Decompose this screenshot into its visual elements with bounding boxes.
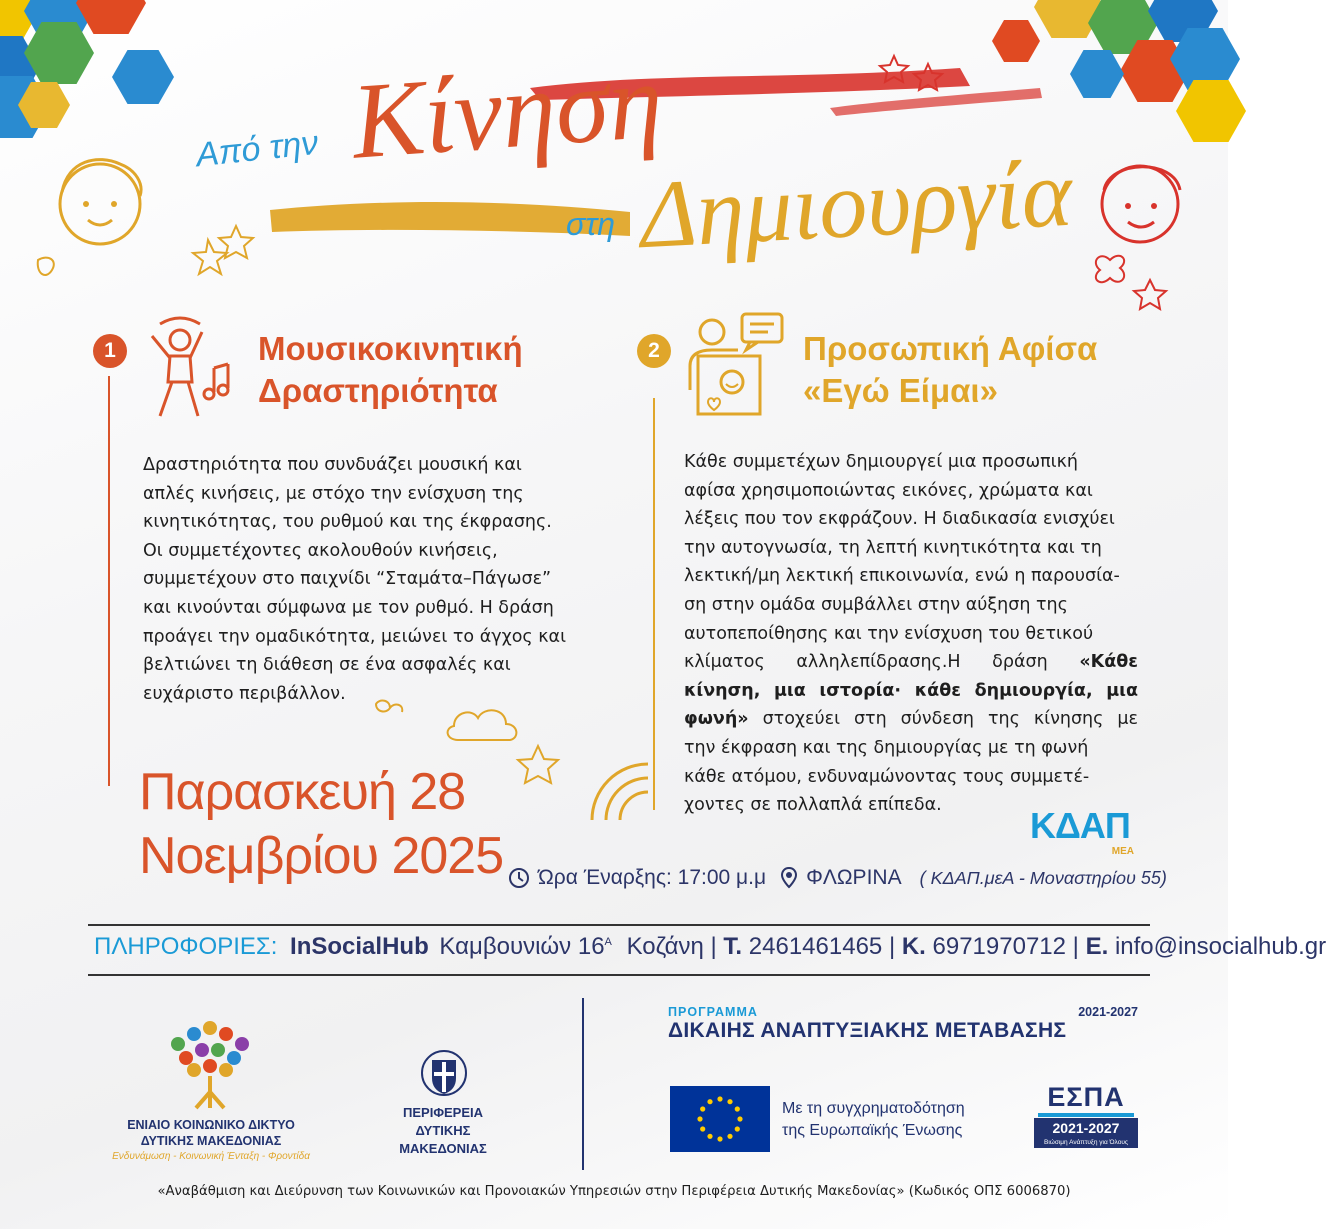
child-doodle-left-icon: [28, 140, 198, 340]
info-bar-bottom-rule: [88, 974, 1150, 976]
eu-text-line2: της Ευρωπαϊκής Ένωσης: [782, 1122, 963, 1139]
espa-name: ΕΣΠΑ: [1047, 1082, 1125, 1112]
poster-person-icon: [682, 310, 788, 420]
espa-tagline: Βιώσιμη Ανάπτυξη για Όλους: [1034, 1138, 1138, 1148]
activity2-body-line: λέξεις που τον εκφράζουν. Η διαδικασία ενισχύει: [684, 509, 1115, 530]
greek-emblem-icon: [418, 1048, 470, 1098]
activity1-body-line: και κινούνται σύμφωνα με τον ρυθμό. Η δράση: [143, 597, 554, 618]
title-part4: Δημιουργία: [637, 138, 1075, 269]
activity2-title-line1: Προσωπική Αφίσα: [803, 330, 1098, 367]
activity2-body-line: [684, 677, 1138, 706]
region-logo-line3: ΜΑΚΕΔΟΝΙΑΣ: [399, 1141, 487, 1156]
network-tree-logo-icon: [160, 1018, 260, 1114]
info-org: InSocialHub: [290, 933, 429, 960]
region-logo-line2: ΔΥΤΙΚΗΣ: [415, 1123, 471, 1138]
activity2-body-line: αφίσα χρησιμοποιώντας εικόνες, χρώματα και: [684, 480, 1093, 501]
info-phone[interactable]: 2461461465: [748, 933, 883, 960]
activity2-body-line: ση στην ομάδα συμβάλλει στην αύξηση της: [684, 594, 1068, 615]
activity1-body-line: απλές κινήσεις, με στόχο την ενίσχυση της: [143, 483, 524, 504]
activity1-title-line1: Μουσικοκινητική: [258, 330, 523, 367]
star-doodle-red-icon: [880, 50, 950, 100]
activity2-body-line: [684, 705, 1138, 734]
activity2-body-line: αυτοπεποίθησης και την ενίσχυση του θετικού: [684, 623, 1094, 644]
info-bar-top-rule: [88, 924, 1150, 926]
info-separator: |: [710, 933, 717, 960]
activity1-body-line: Οι συμμετέχοντες ακολουθούν κινήσεις,: [143, 540, 498, 561]
programme-years: 2021-2027: [1078, 1005, 1138, 1019]
event-venue: ( ΚΔΑΠ.μεΑ - Μοναστηρίου 55): [919, 867, 1167, 888]
activity1-body-line: κινητικότητας, του ρυθμού και της έκφρασης.: [143, 512, 552, 533]
kdap-logo-text: ΚΔΑΠ: [1030, 805, 1130, 846]
espa-logo: [1034, 1082, 1138, 1148]
activity2-body-line: χοντες σε πολλαπλά επίπεδα.: [684, 795, 942, 816]
activity2-line8-plain: κλίματος αλληλεπίδρασης.Η δράση: [684, 652, 1048, 673]
title-part2: Κίνηση: [348, 41, 667, 182]
region-logo-text: [372, 1104, 514, 1158]
activity2-number-badge: 2: [637, 334, 671, 368]
activity1-body-line: ευχάριστο περιβάλλον.: [143, 683, 346, 704]
network-logo-text: [96, 1117, 326, 1165]
info-mobile[interactable]: 6971970712: [932, 933, 1066, 960]
activity2-title: [803, 328, 1097, 412]
info-bar: [94, 933, 1326, 961]
network-logo-tagline: Ενδυνάμωση - Κοινωνική Ένταξη - Φροντίδα: [112, 1151, 310, 1162]
network-logo-line1: ΕΝΙΑΙΟ ΚΟΙΝΩΝΙΚΟ ΔΙΚΤΥΟ: [127, 1118, 295, 1132]
event-date-line2: Νοεμβρίου 2025: [139, 827, 504, 885]
activity2-body-line: την έκφραση και της δημιουργίας με τη φωνή: [684, 737, 1089, 758]
activity2-body-line: κάθε ατόμου, ενδυναμώνοντας τους συμμετέ-: [684, 766, 1090, 787]
info-phone-label: Τ.: [723, 933, 743, 960]
info-mobile-label: Κ.: [901, 933, 926, 960]
activity2-body: [684, 448, 1138, 820]
region-logo-line1: ΠΕΡΙΦΕΡΕΙΑ: [402, 1105, 484, 1120]
child-doodle-right-icon: [1080, 140, 1230, 360]
event-city: ΦΛΩΡΙΝΑ: [806, 866, 902, 889]
activity2-body-line: Κάθε συμμετέχων δημιουργεί μια προσωπική: [684, 452, 1078, 472]
activity1-body-line: συμμετέχουν στο παιχνίδι “Σταμάτα–Πάγωσε”: [143, 569, 552, 590]
eu-text-line1: Με τη συγχρηματοδότηση: [782, 1100, 965, 1117]
info-separator: |: [888, 933, 896, 960]
eu-stars-icon: [670, 1086, 770, 1152]
network-logo-line2: ΔΥΤΙΚΗΣ ΜΑΚΕΔΟΝΙΑΣ: [140, 1134, 282, 1148]
activity2-body-line: την αυτογνωσία, τη λεπτή κινητικότητα και τη: [684, 537, 1102, 558]
kdap-logo: [1030, 806, 1140, 862]
activity2-line10-plain: στοχεύει στη σύνδεση της κίνησης με: [762, 709, 1138, 730]
title-part1: Από την: [194, 123, 321, 175]
activity2-timeline: [653, 398, 655, 810]
info-email-link[interactable]: info@insocialhub.gr: [1114, 933, 1326, 960]
dancing-person-icon: [146, 316, 246, 424]
title-part3: στη: [566, 206, 616, 242]
eu-cofunding-text: [782, 1098, 965, 1142]
activity2-line9-bold: κίνηση, μια ιστορία· κάθε δημιουργία, μια: [684, 680, 1138, 701]
info-label: ΠΛΗΡΟΦΟΡΙΕΣ:: [94, 933, 278, 960]
info-address-sup: Α: [604, 936, 612, 948]
star-doodle-icon: [216, 222, 276, 272]
info-address: Καμβουνιών 16: [439, 933, 605, 960]
event-date: [139, 760, 503, 888]
activity2-line8-bold: «Κάθε: [1079, 652, 1138, 673]
activity2-line10-bold: φωνή»: [684, 709, 749, 730]
event-date-line1: Παρασκευή 28: [139, 763, 466, 821]
eu-flag: [670, 1086, 770, 1152]
espa-years: 2021-2027: [1034, 1118, 1138, 1138]
activity2-title-line2: «Εγώ Είμαι»: [803, 372, 998, 409]
activity1-body-line: Δραστηριότητα που συνδυάζει μουσική και: [143, 455, 522, 475]
activity2-body-line: [684, 648, 1138, 677]
activity1-title-line2: Δραστηριότητα: [258, 372, 498, 409]
location-pin-icon: [780, 866, 798, 890]
programme-name: ΔΙΚΑΙΗΣ ΑΝΑΠΤΥΞΙΑΚΗΣ ΜΕΤΑΒΑΣΗΣ: [668, 1019, 1067, 1042]
event-time: Ώρα Έναρξης: 17:00 μ.μ: [538, 866, 767, 889]
programme-label: ΠΡΟΓΡΑΜΜΑ: [668, 1005, 758, 1019]
activity1-body: [143, 451, 574, 708]
info-email-label: Ε.: [1085, 933, 1109, 960]
logos-divider: [582, 998, 584, 1170]
clock-icon: [508, 867, 530, 889]
event-details: [508, 866, 1167, 890]
info-city: Κοζάνη: [626, 933, 704, 960]
info-separator: |: [1072, 933, 1079, 960]
activity1-body-line: βελτιώνει τη διάθεση σε ένα ασφαλές και: [143, 655, 511, 676]
activity1-timeline: [108, 376, 110, 786]
programme-logo: [668, 1005, 1138, 1043]
activity1-title: [258, 328, 523, 412]
activity1-body-line: προάγει την ομαδικότητα, μειώνει το άγχος και: [143, 626, 567, 647]
footer-project-title: «Αναβάθμιση και Διεύρυνση των Κοινωνικών και Προνοιακών Υπηρεσιών στην Περιφέρεια Δυτικής Μακεδονίας» (Κωδικός ΟΠΣ 6006870): [157, 1184, 1071, 1199]
kdap-logo-sub: ΜΕΑ: [1111, 846, 1134, 857]
activity1-number-badge: 1: [93, 334, 127, 368]
activity2-body-line: λεκτική/μη λεκτική επικοινωνία, ενώ η παρουσία-: [684, 566, 1120, 587]
